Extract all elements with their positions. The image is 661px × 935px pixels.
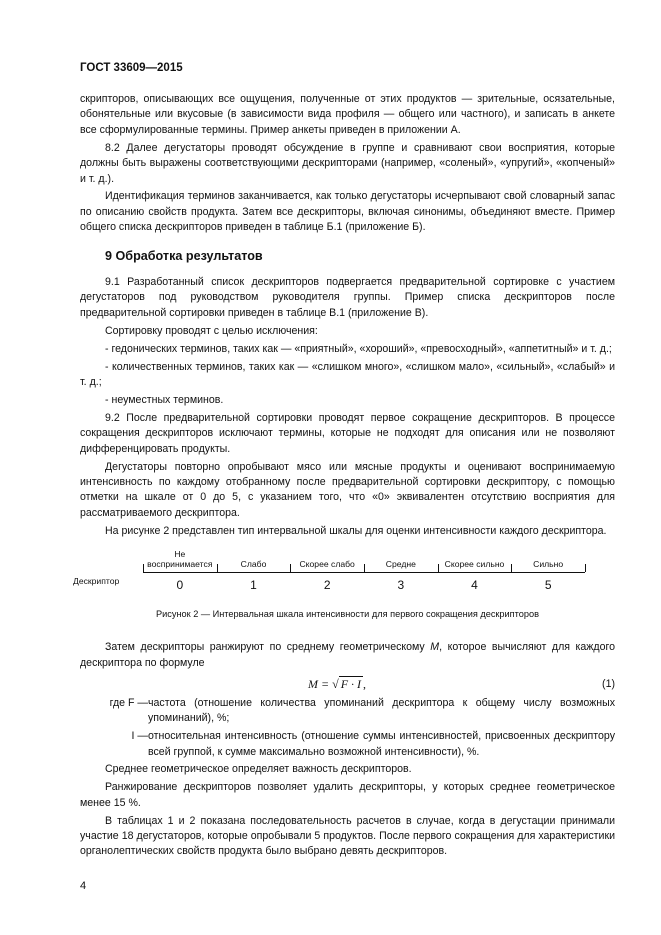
paragraph: 9.1 Разработанный список дескрипторов подвергается предварительной сортировке с участием дегустаторов под руководством руководителя группы. Пример списка дескрипторов после предварительной сортировки приведен в таблице В.1 (приложение В). [80, 276, 615, 319]
scale-row-label: Дескриптор [73, 576, 120, 587]
formula-number: (1) [602, 677, 615, 690]
page-number: 4 [80, 880, 87, 892]
list-item: - неуместных терминов. [105, 393, 224, 406]
scale-value: 3 [397, 578, 405, 593]
definition-text: относительная интенсивность (отношение суммы интенсивностей, присвоенных дескриптору всей группой, к сумме максимально возможной интенсивности), %. [148, 730, 615, 758]
text-fragment: , которое вычисляют для каждого дескриптора по формуле [80, 641, 615, 669]
list-item: - гедонических терминов, таких как — «приятный», «хороший», «превосходный», «аппетитный» и т. д.; [105, 342, 612, 355]
definition-f [80, 696, 615, 727]
formula-radicand: F · I [340, 676, 362, 691]
scale-value: 2 [323, 578, 331, 593]
formula [80, 674, 615, 696]
scale-level-label: Слабо [240, 559, 267, 570]
paragraph: Среднее геометрическое определяет важность дескрипторов. [105, 763, 412, 776]
paragraph [80, 640, 615, 671]
interval-scale-figure [73, 549, 585, 603]
definition-term: I — [131, 730, 148, 743]
paragraph: Ранжирование дескрипторов позволяет удалить дескрипторы, у которых среднее геометрическое менее 15 %. [80, 781, 615, 809]
formula-expression: M = √ F · I , [308, 676, 367, 691]
paragraph: На рисунке 2 представлен тип интервальной шкалы для оценки интенсивности каждого дескриптора. [105, 524, 607, 537]
scale-line [143, 572, 585, 573]
paragraph: 9.2 После предварительной сортировки проводят первое сокращение дескрипторов. В процессе сокращения дескрипторов исключают термины, которые не подходят для описания или не позволяют дифференцировать продукты. [80, 411, 615, 455]
scale-value: 1 [250, 578, 257, 593]
paragraph: Сортировку проводят с целью исключения: [105, 324, 318, 337]
definition-text: частота (отношение количества упоминаний дескриптора к общему числу возможных упоминаний), %; [148, 696, 615, 725]
scale-value: 4 [471, 578, 478, 593]
text-fragment: Затем дескрипторы ранжируют по среднему геометрическому [105, 641, 431, 654]
list-item: - количественных терминов, таких как — «слишком много», «слишком мало», «сильный», «слабый» и т. д.; [80, 360, 615, 388]
standard-header: ГОСТ 33609—2015 [80, 62, 183, 74]
scale-level-label: Скорее слабо [299, 559, 355, 570]
scale-level-label: Скорее сильно [444, 559, 505, 570]
paragraph: В таблицах 1 и 2 показана последовательность расчетов в случае, когда в дегустации принимали участие 18 дегустаторов, которые опробывали 5 продуктов. После первого сокращения для характеристики органолептических свойств продукта было выбрано девять дескрипторов. [80, 814, 615, 858]
paragraph: 8.2 Далее дегустаторы проводят обсуждение в группе и сравнивают свои восприятия, которые должны быть выражены соответствующими дескрипторами (например, «соленый», «упругий», «копченый» и т. д.). [80, 141, 615, 185]
definition-term: где F — [109, 696, 148, 709]
definition-i [80, 729, 615, 760]
section-heading: 9 Обработка результатов [105, 248, 263, 263]
scale-value: 0 [176, 578, 184, 593]
scale-level-label: Средне [385, 559, 416, 570]
paragraph: Дегустаторы повторно опробывают мясо или мясные продукты и оценивают воспринимаемую интенсивность по каждому отобранному после предварительной сортировки дескриптору, с помощью отметки на шкале от 0 до 5, с указанием того, что «0» эквивалентен отсутствию восприятия для рассматриваемого дескриптора. [80, 460, 615, 519]
scale-level-label: Не [174, 549, 186, 560]
page-body [73, 92, 615, 862]
paragraph: скрипторов, описывающих все ощущения, полученные от этих продуктов — зрительные, осязательные, обонятельные или вкусовые (в зависимости вида профиля — общего или частного), и записать в анкете все сформулированные термины. Пример анкеты приведен в приложении А. [80, 93, 615, 136]
scale-level-label: Сильно [533, 559, 564, 570]
scale-value: 5 [544, 578, 552, 593]
scale-level-label: воспринимается [147, 559, 213, 570]
figure-caption: Рисунок 2 — Интервальная шкала интенсивности для первого сокращения дескрипторов [156, 609, 539, 620]
formula-lhs: M = [308, 676, 333, 691]
variable-m: M [430, 641, 440, 654]
paragraph: Идентификация терминов заканчивается, как только дегустаторы исчерпывают свой словарный запас по описанию свойств продукта. Затем все дескрипторы, включая синонимы, объединяют вместе. Пример общего списка дескрипторов приведен в таблице Б.1 (приложение Б). [80, 190, 615, 234]
